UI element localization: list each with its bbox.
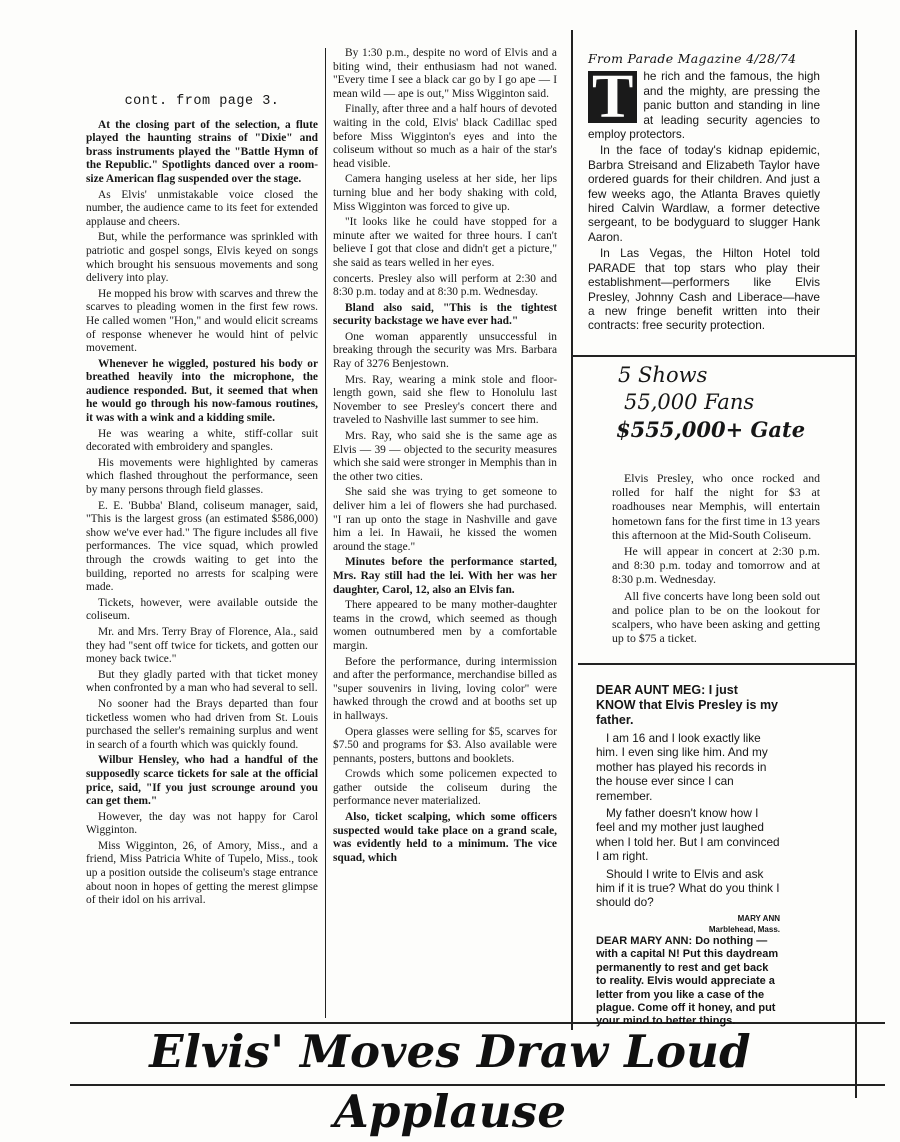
parade-lead-text: he rich and the famous, the high and the mighty, are pressing the panic button and standing in line at leading security agencies to employ protectors. xyxy=(588,69,820,142)
article-paragraph: As Elvis' unmistakable voice closed the number, the audience came to its feet for extended applause and cheers. xyxy=(86,188,318,228)
article-paragraph: One woman apparently unsuccessful in breaking through the security was Mrs. Barbara Ray of 3276 Benjestown. xyxy=(333,330,557,371)
article-paragraph: Opera glasses were selling for $5, scarves for $7.50 and programs for $3. Also available were pennants, posters, buttons and booklets. xyxy=(333,725,557,765)
shows-paragraph: All five concerts have long been sold out and police plan to be on the lookout for scalpers, who have been asking and getting up to $75 a ticket. xyxy=(612,588,820,646)
advice-letter-lead: DEAR AUNT MEG: I just KNOW that Elvis Presley is my father. xyxy=(596,683,779,727)
drop-cap: T xyxy=(588,71,637,123)
letter-signature-name: MARY ANN xyxy=(737,913,780,923)
parade-excerpt xyxy=(588,52,820,335)
article-column-1 xyxy=(86,95,318,910)
handwritten-source-note: From Parade Magazine 4/28/74 xyxy=(588,51,797,66)
advice-letter-paragraph: I am 16 and I look exactly like him. I even sing like him. And my mother has played his records in the house ever since I can remember. xyxy=(596,731,768,803)
article-paragraph: Camera hanging useless at her side, her lips turning blue and her body shaking with cold, Miss Wigginton was forced to give up. xyxy=(333,173,557,213)
article-paragraph: But, while the performance was sprinkled with patriotic and gospel songs, Elvis keyed on songs which brought his sensuous movements and song delivery into play. xyxy=(86,231,318,285)
shows-body xyxy=(588,471,820,645)
article-paragraph: There appeared to be many mother-daughter teams in the crowd, which seemed as though women outnumbered men by a comfortable margin. xyxy=(333,599,557,652)
column-rule-1 xyxy=(325,48,326,1018)
advice-letter-paragraph: Should I write to Elvis and ask him if it is true? What do you think I should do? xyxy=(596,866,780,910)
shows-box-rule xyxy=(578,663,856,665)
parade-paragraph: In Las Vegas, the Hilton Hotel told PARADE that top stars who play their establishment—performers like Elvis Presley, Johnny Cash and Liberace—have a new fringe benefit written into their contracts: free security protection. xyxy=(588,246,820,333)
article-paragraph: concerts. Presley also will perform at 2:30 and 8:30 p.m. today and at 8:30 p.m. Wednesday. xyxy=(333,272,557,299)
parade-box-rule xyxy=(571,355,856,357)
article-paragraph: Finally, after three and a half hours of devoted waiting in the cold, Elvis' black Cadillac sped before Miss Wigginton's eyes and into the coliseum without so much as a hair of the star's head visible. xyxy=(333,103,557,170)
letter-signature-place: Marblehead, Mass. xyxy=(708,924,780,934)
article-paragraph: She said she was trying to get someone to deliver him a lei of flowers she had purchased. "I ran up onto the stage in Nashville and gave him a lei. In Hawaii, he kissed the women around the stage." xyxy=(333,486,557,553)
shows-headline-line: 55,000 Fans xyxy=(624,390,755,414)
column-rule-2 xyxy=(571,30,573,1030)
right-border-rule xyxy=(855,30,857,1098)
article-paragraph: His movements were highlighted by cameras which flashed throughout the performance, seen by many persons through field glasses. xyxy=(86,456,318,497)
shows-box xyxy=(588,362,820,647)
article-paragraph: Mrs. Ray, wearing a mink stole and floor-length gown, said she flew to Honolulu last November to see Presley's concert there and traveled to Nashville last summer to see him. xyxy=(333,373,557,427)
article-paragraph: At the closing part of the selection, a flute played the haunting strains of "Dixie" and brass instruments played the "Battle Hymn of the Republic." Spotlights danced over a room-size American flag suspended over the stage. xyxy=(86,118,318,185)
article-paragraph: Also, ticket scalping, which some officers suspected would take place on a grand scale, was evidently held to a minimum. The vice squad, which xyxy=(333,811,557,864)
shows-paragraph: He will appear in concert at 2:30 p.m. and 8:30 p.m. today and tomorrow and at 8:30 p.m. Wednesday. xyxy=(612,544,820,587)
advice-reply: DEAR MARY ANN: Do nothing — with a capital N! Put this daydream permanently to rest and get back to reality. Elvis would appreciate a letter from you like a case of the plague. Come off it honey, and put your mind to better things. xyxy=(596,934,779,1028)
article-paragraph: But they gladly parted with that ticket money when confronted by a man who had several to sell. xyxy=(86,668,318,695)
advice-letter-paragraph: My father doesn't know how I feel and my mother just laughed when I told her. But I am convinced I am right. xyxy=(596,806,780,864)
shows-headline-line: 5 Shows xyxy=(618,363,708,387)
article-paragraph: Before the performance, during intermission and after the performance, merchandise billed as "super souvenirs in living, loving color" were hawked through the crowd and at booths set up in hallways. xyxy=(333,655,557,722)
article-paragraph: No sooner had the Brays departed than four ticketless women who had driven from St. Louis purchased the seller's remaining surplus and went in search of a fourth which was quickly found. xyxy=(86,697,318,751)
article-paragraph: Mr. and Mrs. Terry Bray of Florence, Ala., said they had "sent off twice for tickets, and gotten our money back twice." xyxy=(86,625,318,666)
article-paragraph: E. E. 'Bubba' Bland, coliseum manager, said, "This is the largest gross (an estimated $586,000) show we've ever had." The figure includes all five performances. The vice squad, which prowled through the crowds waiting to get into the building, reported no arrests for scalping were made. xyxy=(86,499,318,594)
main-headline: Elvis' Moves Draw Loud Applause xyxy=(149,1025,751,1138)
article-paragraph: He mopped his brow with scarves and threw the scarves to pleading women in the first few rows. He called women "Hon," and would elicit screams of response whenever he would hint of pelvic movement. xyxy=(86,287,318,355)
article-paragraph: "It looks like he could have stopped for a minute after we waited for three hours. I can't believe I got that close and didn't get a picture," she said as tears welled in her eyes. xyxy=(333,216,557,269)
article-column-2 xyxy=(333,47,557,867)
shows-headline-line: $555,000+ Gate xyxy=(616,417,806,442)
article-paragraph: Bland also said, "This is the tightest security backstage we have ever had." xyxy=(333,301,557,328)
article-paragraph: Crowds which some policemen expected to gather outside the coliseum during the performance never materialized. xyxy=(333,768,557,808)
article-paragraph: Miss Wigginton, 26, of Amory, Miss., and a friend, Miss Patricia White of Tupelo, Miss., took up a position outside the coliseum's stage entrance about noon in hopes of getting the merest glimpse of their idol on his arrival. xyxy=(86,839,318,907)
article-paragraph: Mrs. Ray, who said she is the same age as Elvis — 39 — objected to the security measures which she said were stronger in Memphis than in the other two cities. xyxy=(333,430,557,483)
article-paragraph: Minutes before the performance started, Mrs. Ray still had the lei. With her was her daughter, Carol, 12, also an Elvis fan. xyxy=(333,556,557,596)
article-paragraph: Whenever he wiggled, postured his body or breathed heavily into the microphone, the audience responded. But, it seemed that when he would go through his now-famous routines, it was with a wink and a kidding smile. xyxy=(86,357,318,425)
advice-column xyxy=(596,683,780,1032)
shows-paragraph: Elvis Presley, who once rocked and rolled for half the night for $3 at roadhouses near Memphis, will entertain hometown fans for the first time in 13 years this afternoon at the Mid-South Coliseum. xyxy=(612,471,820,542)
continuation-note: cont. from page 3. xyxy=(124,94,280,109)
parade-paragraph xyxy=(588,63,820,142)
article-paragraph: Tickets, however, were available outside the coliseum. xyxy=(86,596,318,623)
parade-paragraph: In the face of today's kidnap epidemic, Barbra Streisand and Elizabeth Taylor have ordered guards for their children. And just a few weeks ago, the Atlanta Braves quietly hired Calvin Wardlaw, a former detective sergeant, to be bodyguard to slugger Hank Aaron. xyxy=(588,143,820,244)
article-paragraph: He was wearing a white, stiff-collar suit decorated with embroidery and spangles. xyxy=(86,427,318,454)
article-paragraph: Wilbur Hensley, who had a handful of the supposedly scarce tickets for sale at the official price, said, "If you just scrounge around you can get them." xyxy=(86,754,318,808)
article-paragraph: However, the day was not happy for Carol Wigginton. xyxy=(86,810,318,837)
article-paragraph: By 1:30 p.m., despite no word of Elvis and a biting wind, their enthusiasm had not waned. "Every time I see a black car go by I go ape — I mean wild — ape is out," Miss Wigginton said. xyxy=(333,47,557,100)
